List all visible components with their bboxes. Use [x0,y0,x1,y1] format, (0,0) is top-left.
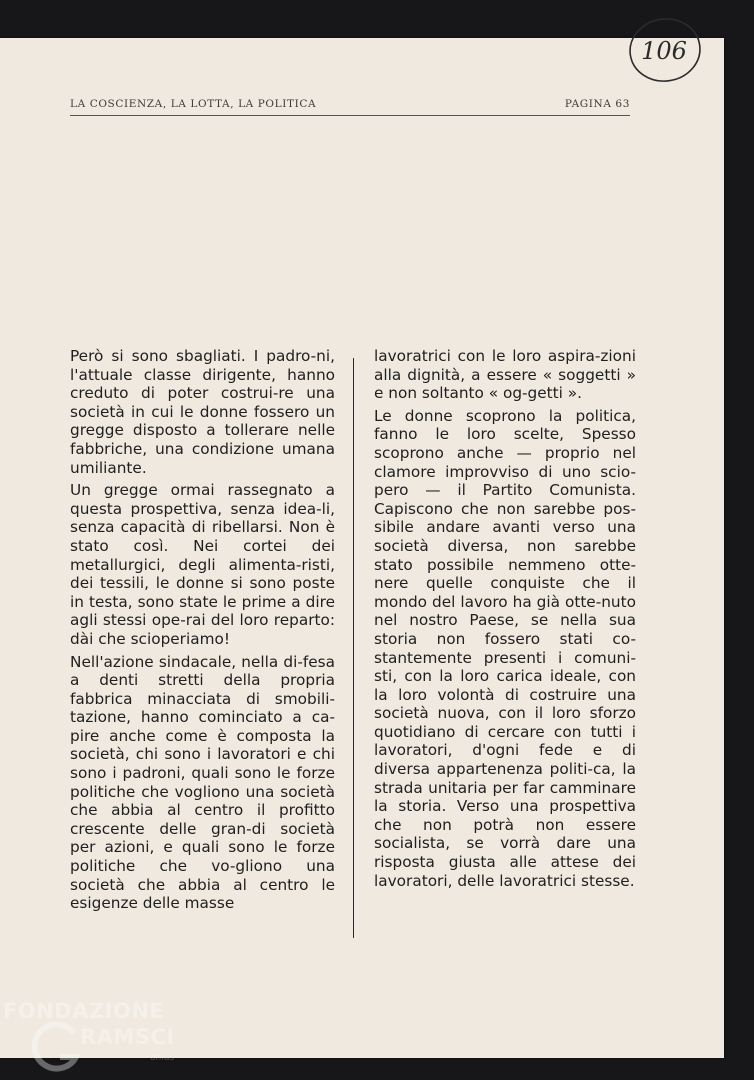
paragraph: Però si sono sbagliati. I padro-ni, l'attuale classe dirigente, hanno creduto di poter costrui-re una società in cui le donne fossero un gregge disposto a tollerare nelle fabbriche, una condizione umana umiliante. [70,347,335,477]
paragraph: Nell'azione sindacale, nella di-fesa a denti stretti della propria fabbrica minacciata di smobili-tazione, hanno cominciato a ca-pire anche come è composta la società, chi sono i lavoratori e chi sono i padroni, quali sono le forze politiche che vogliono una società che abbia al centro il profitto crescente delle gran-di società per azioni, e quali sono le forze politiche che vo-gliono una società che abbia al centro le esigenze delle masse [70,652,335,913]
page-number-stamp [626,14,702,86]
right-column [374,347,636,894]
paragraph: Le donne scoprono la politica, fanno le loro scelte, Spesso scoprono anche — proprio nel clamore improvviso di uno scio-pero — il Partito Comunista. Capiscono che non sarebbe pos-sibile andare avanti verso una società diversa, non sarebbe stato possibile nemmeno otte-nere quelle conquiste che il mondo del lavoro ha già otte-nuto nel nostro Paese, se nella sua storia non fossero stati co-stantemente presenti i comuni-sti, con la loro carica ideale, con la loro volontà di costruire una società nuova, con il loro sforzo quotidiano di cercare con tutti i lavoratori, d'ogni fede e di diversa appartenenza politi-ca, la strada unitaria per far camminare la storia. Verso una prospettiva che non potrà non essere socialista, se vorrà dare una risposta giusta alle attese dei lavoratori, delle lavoratrici stesse. [374,406,636,890]
paragraph: lavoratrici con le loro aspira-zioni alla dignità, a essere « soggetti » e non soltanto « og-getti ». [374,347,636,403]
watermark-line2: RAMSCI [80,1025,175,1049]
stamp-number: 106 [641,37,687,65]
watermark-g-icon [30,1019,82,1075]
header-page-number: PAGINA 63 [564,98,630,110]
paragraph: Un gregge ormai rassegnato a questa prospettiva, senza idea-li, senza capacità di ribellarsi. Non è stato così. Nei cortei dei metallurgici, degli alimenta-risti, dei tessili, le donne si sono poste in testa, sono state le prime a dire agli stessi ope-rai del loro reparto: dài che scioperiamo! [70,481,335,648]
header-title: LA COSCIENZA, LA LOTTA, LA POLITICA [70,98,317,110]
column-divider [353,358,354,938]
running-header [70,98,630,110]
header-rule [70,115,630,116]
archive-watermark [0,995,200,1080]
watermark-line1: FONDAZIONE [3,999,165,1023]
watermark-line3: onlus [150,1053,175,1063]
left-column [70,347,335,917]
